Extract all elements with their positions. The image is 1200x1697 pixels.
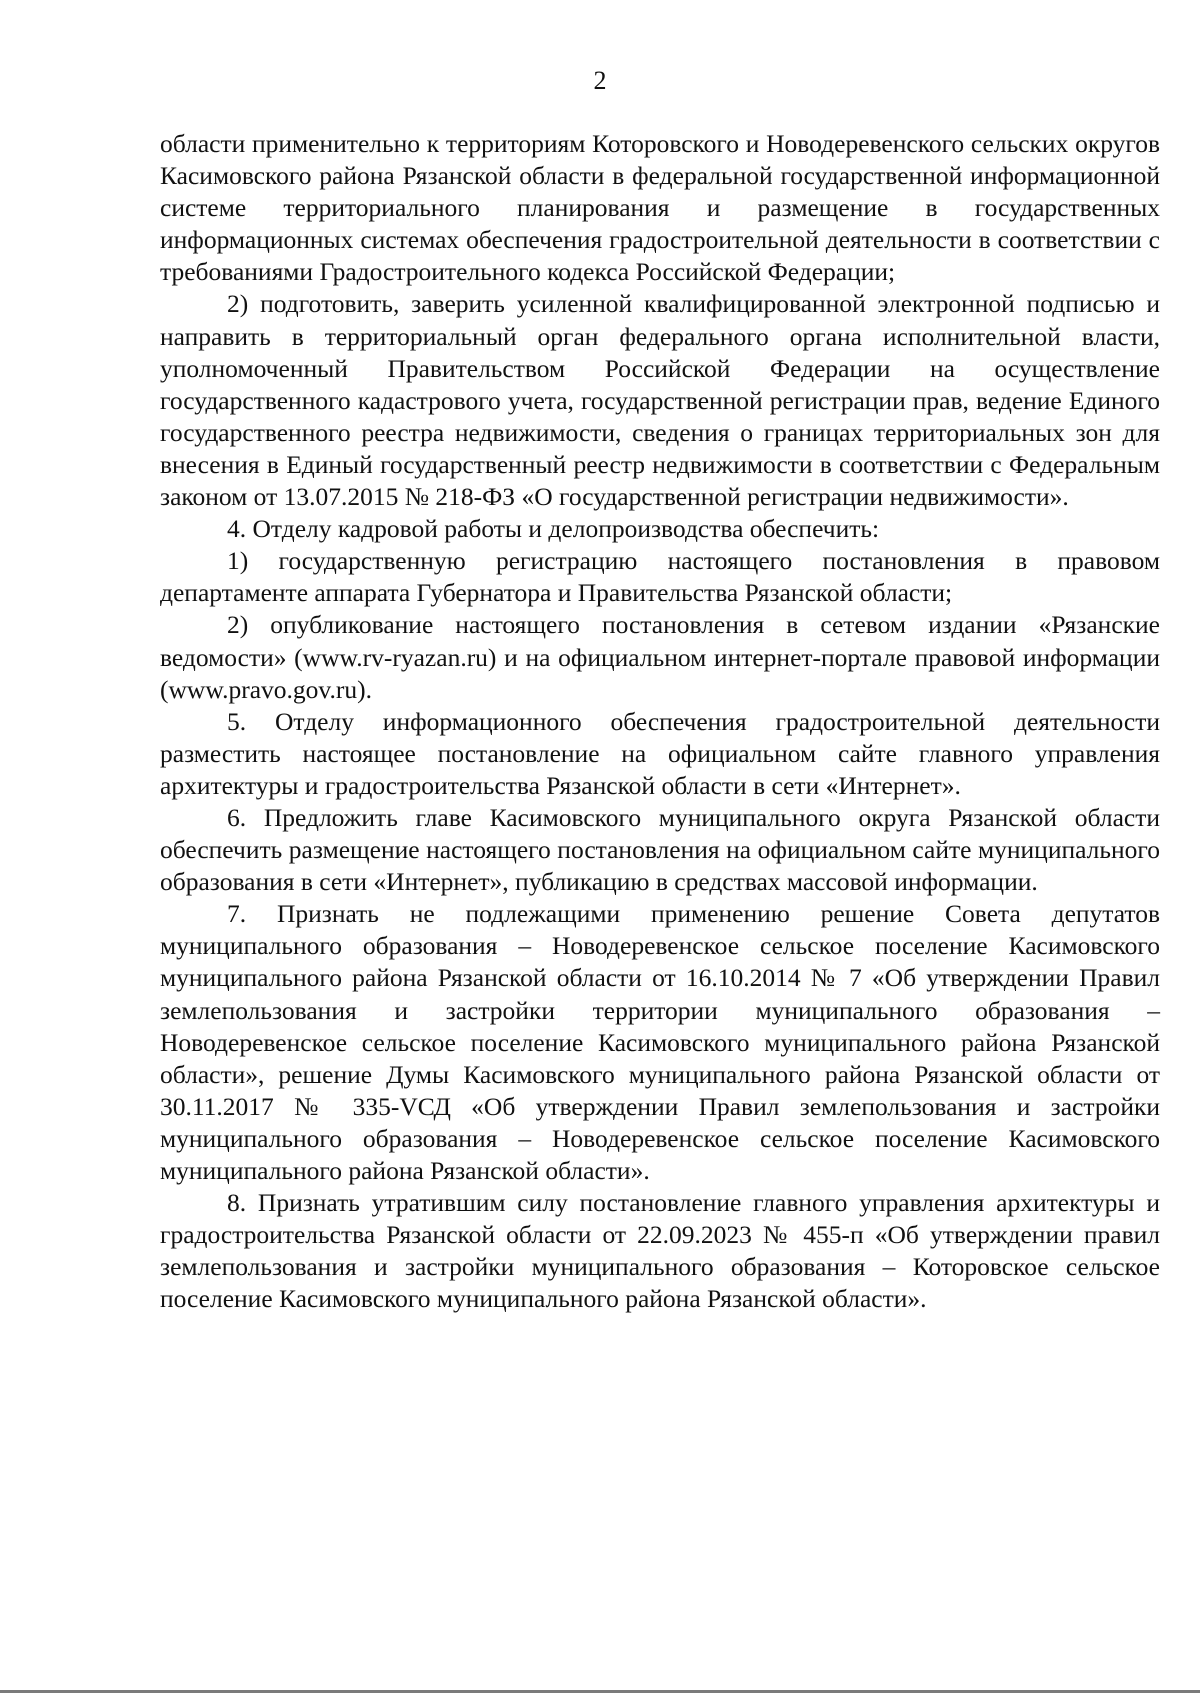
paragraph-section-8: 8. Признать утратившим силу постановление главного управления архитектуры и градостроительства Рязанской области от 22.09.2023 № 455-п «Об утверждении правил землепользования и застройки муниципального образования – Которовское сельское поселение Касимовского муниципального района Рязанской области». xyxy=(160,1188,1160,1314)
paragraph-section-6: 6. Предложить главе Касимовского муниципального округа Рязанской области обеспечить размещение настоящего постановления на официальном сайте муниципального образования в сети «Интернет», публикацию в средствах массовой информации. xyxy=(160,802,1160,897)
paragraph-continuation: области применительно к территориям Которовского и Новодеревенского сельских округов Касимовского района Рязанской области в федеральной государственной информационной системе территориального планирования и размещение в государственных информационных системах обеспечения градостроительной деятельности в соответствии с требованиями Градостроительного кодекса Российской Федерации; xyxy=(160,129,1160,287)
paragraph-section-5: 5. Отделу информационного обеспечения градостроительной деятельности разместить настоящее постановление на официальном сайте главного управления архитектуры и градостроительства Рязанской области в сети «Интернет». xyxy=(160,706,1160,800)
paragraph-section-4-item-1: 1) государственную регистрацию настоящего постановления в правовом департаменте аппарата Губернатора и Правительства Рязанской области; xyxy=(160,546,1160,608)
page-bottom-rule xyxy=(0,1690,1200,1693)
paragraph-section-4-item-2: 2) опубликование настоящего постановления в сетевом издании «Рязанские ведомости» (www.rv-ryazan.ru) и на официальном интернет-портале правовой информации (www.pravo.gov.ru). xyxy=(160,610,1160,704)
document-body xyxy=(160,128,1160,1315)
page-number: 2 xyxy=(593,66,607,95)
paragraph-item-2: 2) подготовить, заверить усиленной квалифицированной электронной подписью и направить в территориальный орган федерального органа исполнительной власти, уполномоченный Правительством Российской Федерации на осуществление государственного кадастрового учета, государственной регистрации прав, ведение Единого государственного реестра недвижимости, сведения о границах территориальных зон для внесения в Единый государственный реестр недвижимости в соответствии с Федеральным законом от 13.07.2015 № 218-ФЗ «О государственной регистрации недвижимости». xyxy=(160,289,1160,512)
paragraph-section-4: 4. Отделу кадровой работы и делопроизводства обеспечить: xyxy=(227,514,880,544)
paragraph-section-7: 7. Признать не подлежащими применению решение Совета депутатов муниципального образования – Новодеревенское сельское поселение Касимовского муниципального района Рязанской области от 16.10.2014 № 7 «Об утверждении Правил землепользования и застройки территории муниципального образования – Новодеревенское сельское поселение Касимовского муниципального района Рязанской области», решение Думы Касимовского муниципального района Рязанской области от 30.11.2017 № 335-VСД «Об утверждении Правил землепользования и застройки муниципального образования – Новодеревенское сельское поселение Касимовского муниципального района Рязанской области». xyxy=(160,899,1160,1185)
